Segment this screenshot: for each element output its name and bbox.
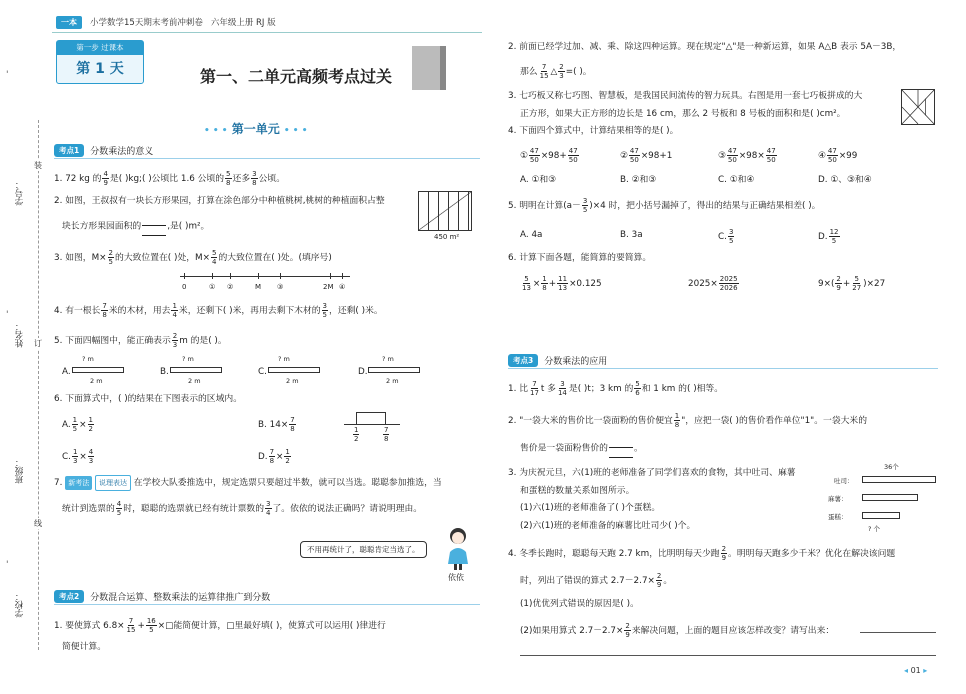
number-line-label: ④ xyxy=(339,283,346,291)
option-4a[interactable]: A. ①和③ xyxy=(520,175,557,185)
edge-mark: ' xyxy=(6,70,9,80)
question-2-6: 6. 计算下面各题，能简算的要简算。 xyxy=(508,253,652,263)
grade-label: 六年级上册 RJ 版 xyxy=(210,18,276,28)
kaodian-underline xyxy=(508,368,938,369)
kaodian-2 xyxy=(54,589,270,603)
region-number-line xyxy=(344,424,400,425)
cut-word: 线 xyxy=(34,519,42,528)
step-label: 第一步 过课本 xyxy=(57,41,143,55)
edge-mark: ' xyxy=(6,310,9,320)
option-5d-right[interactable]: D. $\frac{12}{5}$ xyxy=(818,228,839,245)
unit-title-text: 第一单元 xyxy=(231,122,280,136)
question-1-2-line2: 块长方形果园面积的 ,是( )m²。 xyxy=(62,216,209,236)
kaodian-1 xyxy=(54,143,153,157)
kaodian-title: 分数乘法的意义 xyxy=(90,146,154,157)
question-3-2: 2. "一袋大米的售价比一袋面粉的售价便宜 $\frac{1}{8}$ "，应把一袋( )的售价看作单位"1"。一袋大米的 xyxy=(508,412,868,429)
kaodian-underline xyxy=(54,604,480,605)
number-line-label: ① xyxy=(209,283,216,291)
cake-bar xyxy=(862,512,900,519)
option-5c-bar xyxy=(268,367,320,373)
tag-reasoning: 说理表达 xyxy=(95,475,131,491)
toast-label: 吐司： xyxy=(834,477,854,485)
question-1-1: 1. 72 kg 的 $\frac{4}{9}$ 是( )kg;( )公顷比 1.6 公顷的 $\frac{5}{8}$ 还多 $\frac{3}{8}$ 公顷。 xyxy=(54,170,285,187)
question-2-5: 5. 明明在计算(a－ $\frac{3}{5}$ )×4 时，把小括号漏掉了，得出的结果与正确结果相差( )。 xyxy=(508,197,821,214)
bar-question-label: ? m xyxy=(382,355,394,363)
region-right-label: $\frac{7}{8}$ xyxy=(384,426,389,443)
header-bar xyxy=(56,14,276,30)
toast-total-label: 36个 xyxy=(884,463,899,471)
speech-bubble: 不用再统计了，聪聪肯定当选了。 xyxy=(300,541,427,558)
question-2-1-line2: 简便计算。 xyxy=(62,642,106,652)
option-6b[interactable]: B. 14× $\frac{7}{8}$ xyxy=(258,416,295,433)
question-1-7: 7. 新考法 说理表达 在学校大队委推选中，规定选票只要超过半数，就可以当选。聪聪参加推选，当 xyxy=(54,475,442,491)
dots-decoration: • • • xyxy=(204,126,228,136)
orchard-figure xyxy=(418,191,472,231)
question-1-4: 4. 有一根长 $\frac{7}{8}$ 米的木材，用去 $\frac{1}{4}$ 米，还剩下( )米，再用去剩下木材的 $\frac{3}{5}$ ，还剩( )米。 xyxy=(54,302,383,319)
bar-total-label: 2 m xyxy=(188,377,201,385)
title-decoration xyxy=(412,46,440,90)
region-bracket xyxy=(356,412,386,424)
cake-question-label: ? 个 xyxy=(868,525,881,533)
student-number-label: 学号： xyxy=(15,180,25,206)
question-3-4-sub2: (2)如果用算式 2.7－2.7× $\frac{2}{9}$ 来解决问题，上面的题目应该怎样改变？请写出来： xyxy=(520,622,835,639)
option-4b[interactable]: B. ②和③ xyxy=(620,175,657,185)
step-badge xyxy=(56,40,144,84)
binding-margin xyxy=(0,0,52,694)
option-5b[interactable]: B. xyxy=(160,367,169,377)
cut-line xyxy=(38,120,39,650)
bar-question-label: ? m xyxy=(182,355,194,363)
orchard-area-label: 450 m² xyxy=(434,233,460,241)
class-label: 班级： xyxy=(15,458,25,484)
tangram-figure xyxy=(901,89,935,125)
option-5b-right[interactable]: B. 3a xyxy=(620,230,643,240)
answer-line[interactable] xyxy=(860,632,936,633)
option-5a-bar xyxy=(72,367,124,373)
bar-question-label: ? m xyxy=(278,355,290,363)
question-1-6: 6. 下面算式中，( )的结果在下图表示的区域内。 xyxy=(54,394,242,404)
calc-6-2: 2025× $\frac{2025}{2026}$ xyxy=(688,275,738,292)
question-3-4-sub1: (1)优优列式错误的原因是( )。 xyxy=(520,599,639,609)
question-1-5: 5. 下面四幅图中，能正确表示 $\frac{2}{3}$ m 的是( )。 xyxy=(54,332,227,349)
kaodian-tag: 考点3 xyxy=(508,354,538,367)
kaodian-tag: 考点2 xyxy=(54,590,84,603)
question-3-2-line2: 售价是一袋面粉售价的 。 xyxy=(520,438,643,458)
question-1-3: 3. 如图，M× $\frac{2}{5}$ 的大致位置在( )处，M× $\frac{5}{4}$ 的大致位置在( )处。(填序号) xyxy=(54,249,332,266)
kaodian-tag: 考点1 xyxy=(54,144,84,157)
cut-word: 订 xyxy=(34,339,42,348)
question-1-7-line2: 统计到选票的 $\frac{4}{5}$ 时，聪聪的选票就已经有统计票数的 $\frac{3}{4}$ 了。依依的说法正确吗？请说明理由。 xyxy=(62,500,423,517)
number-line-label: 0 xyxy=(182,283,187,291)
question-3-3-sub1: (1)六(1)班的老师准备了( )个蛋糕。 xyxy=(520,503,661,513)
question-3-3: 3. 为庆祝元旦，六(1)班的老师准备了同学们喜欢的食物，其中吐司、麻薯 xyxy=(508,468,796,478)
question-2-4: 4. 下面四个算式中，计算结果相等的是( )。 xyxy=(508,126,679,136)
toast-bar xyxy=(862,476,936,483)
option-5c[interactable]: C. xyxy=(258,367,267,377)
question-2-3: 3. 七巧板又称七巧图、智慧板，是我国民间流传的智力玩具。右图是用一套七巧板拼成的大 xyxy=(508,91,863,101)
answer-line[interactable] xyxy=(520,655,936,656)
option-6d[interactable]: D. $\frac{7}{8}$ × $\frac{1}{2}$ xyxy=(258,448,290,465)
option-5a-right[interactable]: A. 4a xyxy=(520,230,543,240)
expr-4-1: ① $\frac{47}{50}$ ×98+ $\frac{47}{50}$ xyxy=(520,147,578,164)
option-4d[interactable]: D. ①、③和④ xyxy=(818,175,872,185)
expr-4-4: ④ $\frac{47}{50}$ ×99 xyxy=(818,147,858,164)
option-5a[interactable]: A. xyxy=(62,367,71,377)
number-line xyxy=(180,276,350,277)
question-2-1: 1. 要使算式 6.8× $\frac{7}{15}$ + $\frac{16}{5}$ ×□能简便计算，□里最好填( )，使算式可以运用( )律进行 xyxy=(54,617,386,634)
question-1-2: 2. 如图，王叔叔有一块长方形果园，打算在涂色部分中种植桃树,桃树的种植面积占整 xyxy=(54,196,385,206)
calc-6-3: 9×( $\frac{2}{9}$ + $\frac{5}{27}$ )×27 xyxy=(818,275,886,292)
calc-6-1: $\frac{5}{13}$ × $\frac{1}{8}$ + $\frac{11}{13}$ ×0.125 xyxy=(522,275,602,292)
number-line-label: M xyxy=(255,283,262,291)
tag-new-method: 新考法 xyxy=(65,476,92,490)
number-line-label: 2M xyxy=(323,283,334,291)
bar-total-label: 2 m xyxy=(386,377,399,385)
question-3-1: 1. 比 $\frac{7}{17}$ t 多 $\frac{3}{14}$ 是( )t；3 km 的 $\frac{5}{6}$ 和 1 km 的( )相等。 xyxy=(508,380,724,397)
question-2-2: 2. 前面已经学过加、减、乘、除这四种运算。现在规定"△"是一种新运算，如果 A△B 表示 5A－3B， xyxy=(508,42,902,52)
unit-title xyxy=(204,120,307,137)
cake-label: 蛋糕： xyxy=(828,513,848,521)
kaodian-underline xyxy=(54,158,480,159)
student-name-label: 姓名： xyxy=(15,322,25,348)
option-5d[interactable]: D. xyxy=(358,367,368,377)
mochi-label: 麻薯： xyxy=(828,495,848,503)
mochi-bar xyxy=(862,494,918,501)
kaodian-3 xyxy=(508,353,607,367)
step-day: 第 1 天 xyxy=(76,61,124,77)
girl-illustration-icon xyxy=(446,526,470,570)
cut-word: 装 xyxy=(34,161,42,170)
arrow-left-icon: ◂ xyxy=(904,666,909,675)
bar-total-label: 2 m xyxy=(90,377,103,385)
question-3-4: 4. 冬季长跑时，聪聪每天跑 2.7 km，比明明每天少跑 $\frac{2}{9}$ 。明明每天跑多少千米？优化在解决该问题 xyxy=(508,545,896,562)
question-2-2-line2: 那么 $\frac{7}{15}$ △ $\frac{2}{3}$ =( )。 xyxy=(520,63,592,80)
question-3-3-line2: 和蛋糕的数量关系如图所示。 xyxy=(520,486,635,496)
option-5c-right[interactable]: C. $\frac{3}{5}$ xyxy=(718,228,734,245)
number-line-label: ③ xyxy=(277,283,284,291)
option-6c[interactable]: C. $\frac{1}{3}$ × $\frac{4}{3}$ xyxy=(62,448,94,465)
question-3-4-line2: 时，列出了错误的算式 2.7－2.7× $\frac{2}{9}$ 。 xyxy=(520,572,673,589)
page-number-text: 01 xyxy=(910,666,921,675)
page-number xyxy=(904,666,927,675)
option-5d-bar xyxy=(368,367,420,373)
edge-mark: ' xyxy=(6,560,9,570)
option-5b-bar xyxy=(170,367,222,373)
dots-decoration: • • • xyxy=(283,126,308,136)
bar-total-label: 2 m xyxy=(286,377,299,385)
expr-4-3: ③ $\frac{47}{50}$ ×98× $\frac{47}{50}$ xyxy=(718,147,776,164)
expr-4-2: ② $\frac{47}{50}$ ×98+1 xyxy=(620,147,673,164)
header-divider xyxy=(52,32,482,33)
number-line-label: ② xyxy=(227,283,234,291)
school-label: 学校： xyxy=(15,592,25,618)
arrow-right-icon: ▸ xyxy=(923,666,928,675)
bar-question-label: ? m xyxy=(82,355,94,363)
option-4c[interactable]: C. ①和④ xyxy=(718,175,755,185)
book-title: 小学数学15天期末考前冲刺卷 xyxy=(90,18,203,28)
girl-name: 依依 xyxy=(448,573,464,582)
kaodian-title: 分数混合运算、整数乘法的运算律推广到分数 xyxy=(90,592,271,603)
question-2-3-line2: 正方形，如果大正方形的边长是 16 cm，那么 2 号板和 8 号板的面积和是( )cm²。 xyxy=(520,109,846,119)
title-decoration xyxy=(440,46,446,90)
page-title: 第一、二单元高频考点过关 xyxy=(200,67,393,86)
kaodian-title: 分数乘法的应用 xyxy=(544,356,608,367)
brand-logo: 一本 xyxy=(56,16,82,29)
question-3-3-sub2: (2)六(1)班的老师准备的麻薯比吐司少( )个。 xyxy=(520,521,696,531)
option-6a[interactable]: A. $\frac{1}{5}$ × $\frac{1}{2}$ xyxy=(62,416,93,433)
region-left-label: $\frac{1}{2}$ xyxy=(354,426,359,443)
